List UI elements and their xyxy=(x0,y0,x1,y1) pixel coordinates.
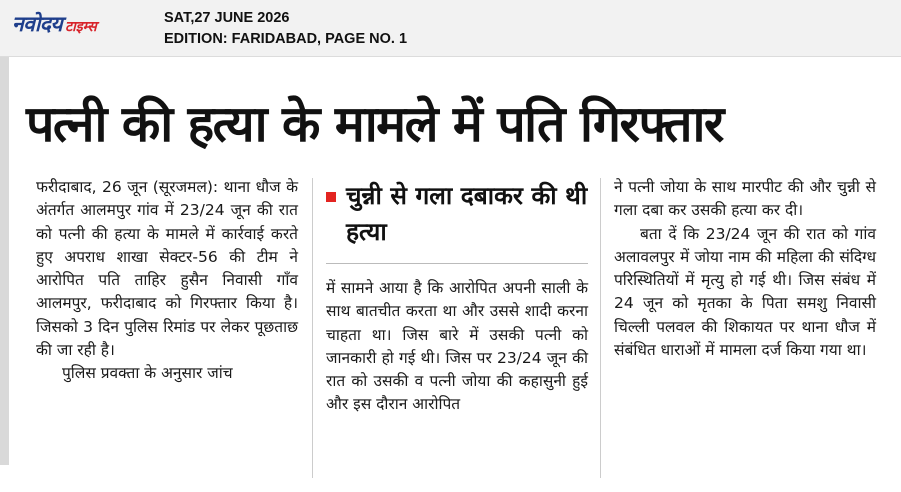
column-divider xyxy=(312,178,313,478)
subheading-rule xyxy=(326,263,588,264)
column-divider xyxy=(600,178,601,478)
red-square-bullet-icon xyxy=(326,192,336,202)
article-paragraph: फरीदाबाद, 26 जून (सूरजमल): थाना धौज के अंतर्गत आलमपुर गांव में 23/24 जून की रात को पत्नी की हत्या के मामले में कार्रवाई करते हुए अपराध शाखा सेक्टर-56 की टीम ने आरोपित पति ताहिर हुसैन निवासी गाँव आलमपुर, फरीदाबाद को गिरफ्तार किया है। जिसको 3 दिन पुलिस रिमांड पर लेकर पूछताछ की जा रही है। xyxy=(36,178,298,360)
article-headline: पत्नी की हत्या के मामले में पति गिरफ्तार xyxy=(26,95,723,153)
edition-header-bar xyxy=(0,0,901,57)
edition-date: SAT,27 JUNE 2026 xyxy=(164,10,290,26)
article-subheading: चुन्नी से गला दबाकर की थी हत्या xyxy=(346,181,588,246)
logo-main-text: नवोदय xyxy=(12,12,63,36)
newspaper-logo[interactable] xyxy=(12,10,97,34)
article-paragraph: पुलिस प्रवक्ता के अनुसार जांच xyxy=(62,364,233,383)
article-column-3 xyxy=(614,176,876,362)
article-paragraph: में सामने आया है कि आरोपित अपनी साली के साथ बातचीत करता था और उससे शादी करना चाहता था। जिस बारे में उसकी पत्नी को जानकारी हो गई थी। जिस पर 23/24 जून की रात को उसकी व पत्नी जोया की कहासुनी हुई और इस दौरान आरोपित xyxy=(326,279,588,414)
article-subheading-block xyxy=(326,180,588,260)
logo-sub-text: टाइम्स xyxy=(65,19,97,35)
article-column-2 xyxy=(326,277,588,417)
article-column-1 xyxy=(36,176,298,386)
article-paragraph: ने पत्नी जोया के साथ मारपीट की और चुन्नी से गला दबा कर उसकी हत्या कर दी। xyxy=(614,178,876,220)
left-margin-bar xyxy=(0,57,9,465)
edition-page: EDITION: FARIDABAD, PAGE NO. 1 xyxy=(164,31,408,47)
edition-info xyxy=(164,8,407,50)
article-paragraph: बता दें कि 23/24 जून की रात को गांव अलावलपुर में जोया नाम की महिला की संदिग्ध परिस्थितियों में मृत्यु हो गई थी। जिस संबंध में 24 जून को मृतका के पिता समशु निवासी चिल्ली पलवल की शिकायत पर थाना धौज में संबंधित धाराओं में मामला दर्ज किया गया था। xyxy=(614,224,876,360)
